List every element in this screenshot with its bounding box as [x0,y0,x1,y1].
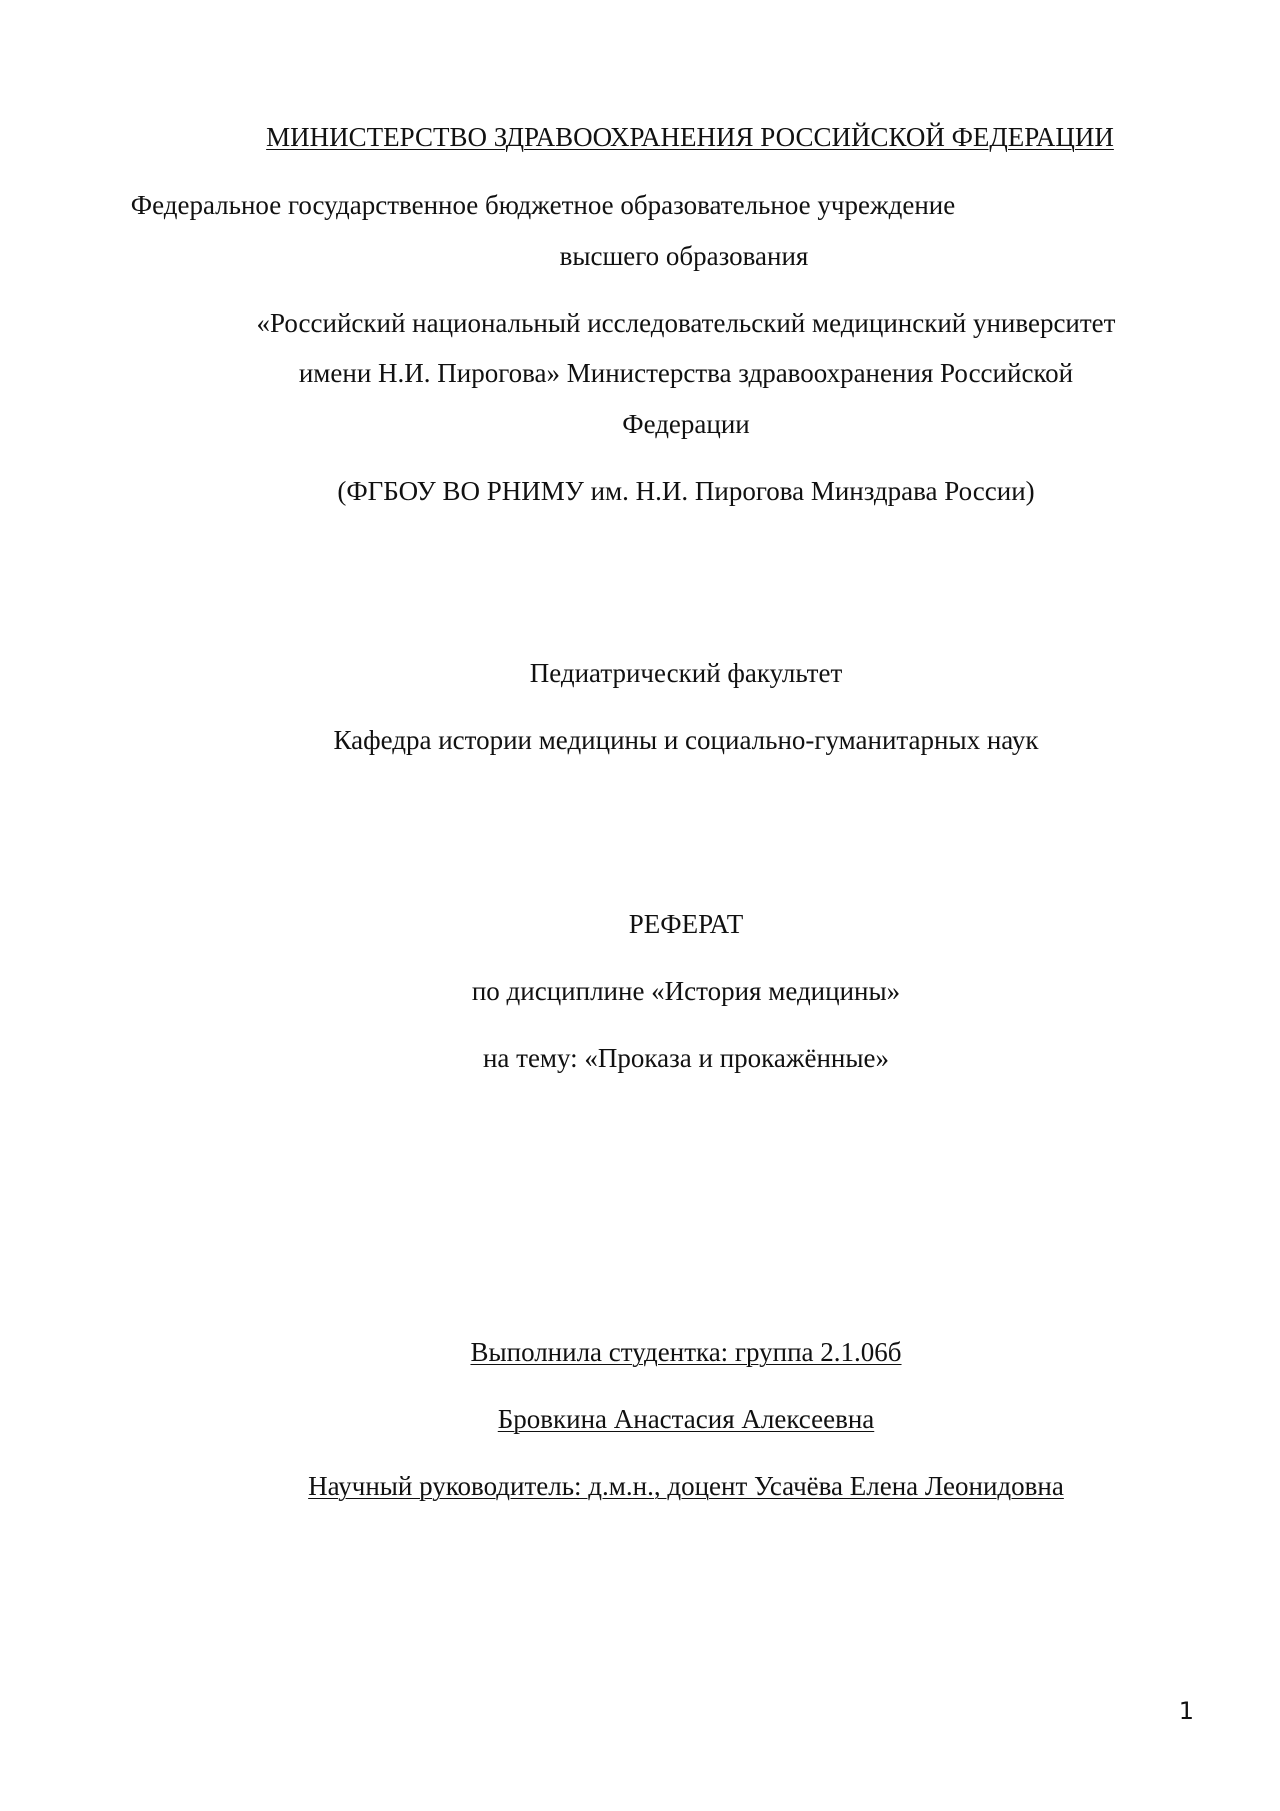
work-discipline: по дисциплине «История медицины» [471,976,901,1006]
page-number: 1 [1178,1697,1194,1725]
ministry-heading: МИНИСТЕРСТВО ЗДРАВООХРАНЕНИЯ РОССИЙСКОЙ ФЕДЕРАЦИИ [266,122,1114,152]
supervisor-info: Научный руководитель: д.м.н., доцент Усачёва Елена Леонидовна [308,1471,1064,1501]
work-type-title: РЕФЕРАТ [628,909,744,939]
department-name: Кафедра истории медицины и социально-гуманитарных наук [333,725,1039,755]
student-name: Бровкина Анастасия Алексеевна [497,1404,875,1434]
faculty-name: Педиатрический факультет [529,658,843,688]
work-topic: на тему: «Проказа и прокажённые» [482,1043,890,1073]
university-line-2: имени Н.И. Пирогова» Министерства здравоохранения Российской [298,358,1074,388]
institution-line-2: высшего образования [559,241,809,271]
student-group: Выполнила студентка: группа 2.1.06б [470,1337,902,1367]
university-line-3: Федерации [622,409,750,439]
institution-line-1: Федеральное государственное бюджетное образовательное учреждение [130,190,956,220]
university-abbreviation: (ФГБОУ ВО РНИМУ им. Н.И. Пирогова Минздрава России) [337,476,1035,506]
university-line-1: «Российский национальный исследовательский медицинский университет [256,308,1116,338]
